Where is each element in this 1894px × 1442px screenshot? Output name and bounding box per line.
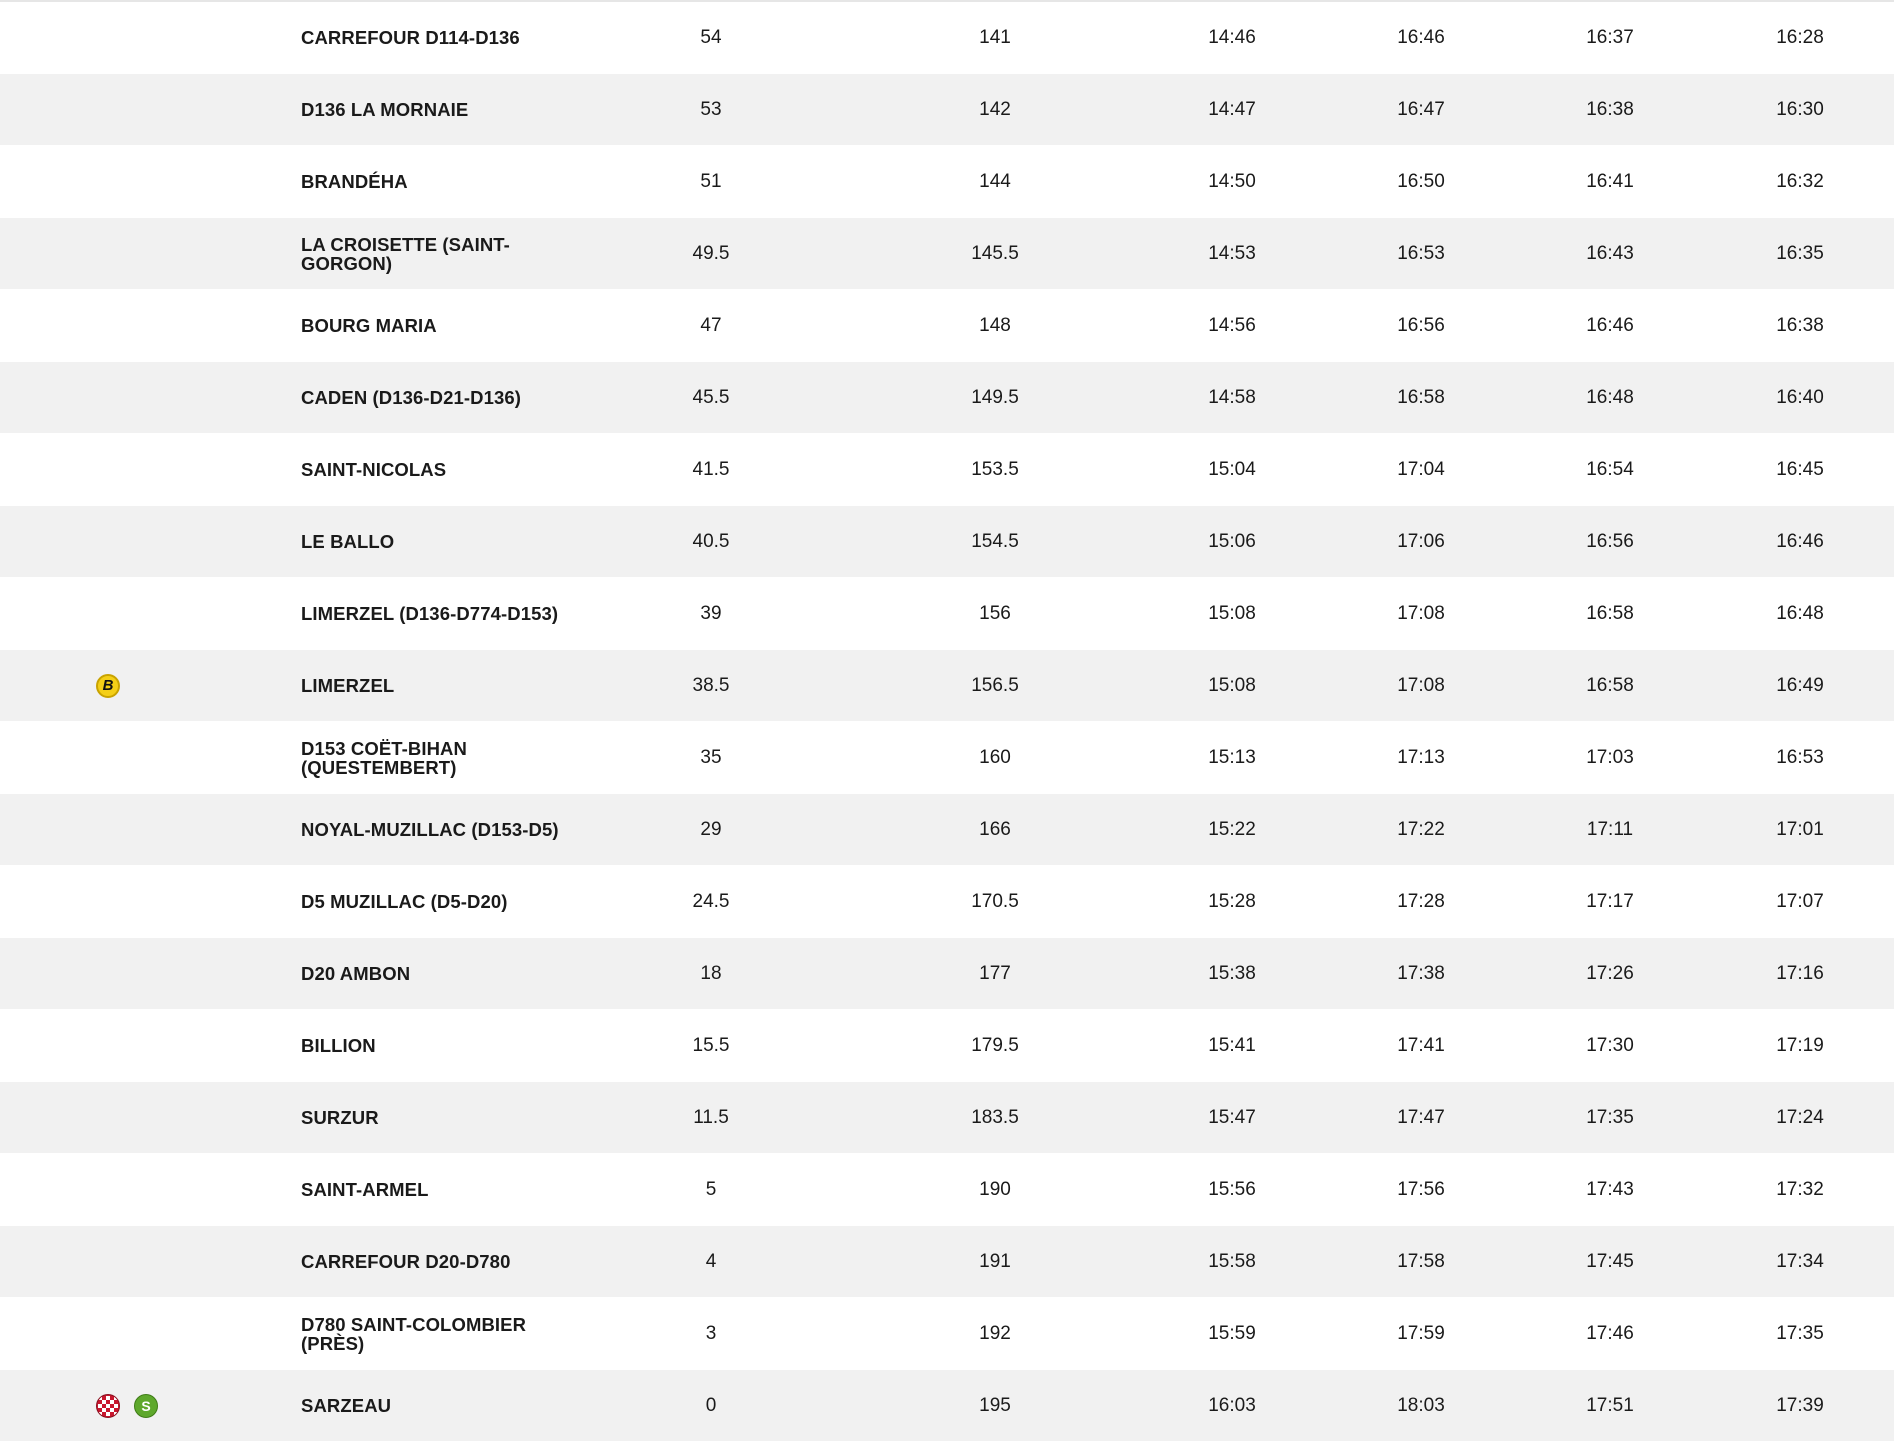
- time-schedule-3: 17:11: [1586, 818, 1634, 840]
- time-schedule-2: 16:47: [1397, 98, 1445, 120]
- time-schedule-4: 16:38: [1776, 314, 1824, 336]
- stage-name: NOYAL-MUZILLAC (D153-D5): [301, 819, 559, 840]
- km-to-go: 18: [700, 962, 722, 984]
- table-row: [0, 1010, 1894, 1082]
- stage-name: SAINT-ARMEL: [301, 1179, 429, 1200]
- time-schedule-1: 15:08: [1208, 674, 1256, 696]
- km-to-go: 35: [700, 746, 722, 768]
- km-done: 145.5: [971, 242, 1019, 264]
- km-to-go: 3: [705, 1322, 717, 1344]
- row-icons: [96, 722, 296, 793]
- km-to-go: 45.5: [692, 386, 730, 408]
- km-to-go: 53: [700, 98, 722, 120]
- km-done: 141: [979, 26, 1011, 48]
- row-icons: [96, 650, 296, 721]
- row-icons: [96, 866, 296, 937]
- time-schedule-1: 15:08: [1208, 602, 1256, 624]
- km-done: 192: [979, 1322, 1011, 1344]
- time-schedule-2: 16:53: [1397, 242, 1445, 264]
- time-schedule-1: 15:41: [1208, 1034, 1256, 1056]
- time-schedule-4: 17:39: [1776, 1394, 1824, 1416]
- time-schedule-2: 18:03: [1397, 1394, 1445, 1416]
- time-schedule-1: 15:06: [1208, 530, 1256, 552]
- stage-name: SURZUR: [301, 1107, 379, 1128]
- km-to-go: 39: [700, 602, 722, 624]
- km-to-go: 51: [700, 170, 722, 192]
- stage-name: CARREFOUR D20-D780: [301, 1251, 511, 1272]
- row-icons: [96, 1298, 296, 1369]
- time-schedule-4: 16:32: [1776, 170, 1824, 192]
- km-to-go: 11.5: [693, 1106, 729, 1128]
- time-schedule-2: 17:08: [1397, 602, 1445, 624]
- km-done: 191: [979, 1250, 1011, 1272]
- time-schedule-4: 17:35: [1776, 1322, 1824, 1344]
- km-done: 183.5: [971, 1106, 1019, 1128]
- time-schedule-4: 17:16: [1776, 962, 1824, 984]
- stage-name: LA CROISETTE (SAINT-GORGON): [301, 233, 510, 274]
- table-row: [0, 290, 1894, 362]
- table-row: [0, 218, 1894, 290]
- time-schedule-3: 16:43: [1586, 242, 1634, 264]
- stage-name: CARREFOUR D114-D136: [301, 27, 520, 48]
- km-to-go: 15.5: [692, 1034, 730, 1056]
- time-schedule-4: 17:32: [1776, 1178, 1824, 1200]
- km-done: 179.5: [971, 1034, 1019, 1056]
- table-row: [0, 578, 1894, 650]
- row-icons: [96, 578, 296, 649]
- stage-name: BILLION: [301, 1035, 376, 1056]
- km-to-go: 4: [705, 1250, 717, 1272]
- time-schedule-4: 16:46: [1776, 530, 1824, 552]
- km-done: 190: [979, 1178, 1011, 1200]
- time-schedule-3: 17:26: [1586, 962, 1634, 984]
- time-schedule-3: 16:48: [1586, 386, 1634, 408]
- time-schedule-1: 15:22: [1208, 818, 1256, 840]
- time-schedule-2: 17:58: [1397, 1250, 1445, 1272]
- row-icons: [96, 218, 296, 289]
- time-schedule-1: 14:47: [1208, 98, 1256, 120]
- time-schedule-2: 17:22: [1397, 818, 1445, 840]
- bonus-icon: B: [96, 674, 120, 698]
- time-schedule-1: 15:04: [1208, 458, 1256, 480]
- sprint-icon: S: [134, 1394, 158, 1418]
- table-row: [0, 722, 1894, 794]
- stage-name: SAINT-NICOLAS: [301, 459, 447, 480]
- time-schedule-1: 15:56: [1208, 1178, 1256, 1200]
- time-schedule-3: 17:03: [1586, 746, 1634, 768]
- time-schedule-4: 17:19: [1776, 1034, 1824, 1056]
- time-schedule-3: 16:41: [1586, 170, 1634, 192]
- time-schedule-4: 16:40: [1776, 386, 1824, 408]
- table-row: [0, 362, 1894, 434]
- table-row: [0, 434, 1894, 506]
- time-schedule-3: 17:35: [1586, 1106, 1634, 1128]
- time-schedule-4: 17:01: [1776, 818, 1824, 840]
- km-to-go: 24.5: [692, 890, 730, 912]
- time-schedule-2: 17:38: [1397, 962, 1445, 984]
- km-to-go: 29: [700, 818, 722, 840]
- finish-icon: [96, 1394, 120, 1418]
- table-row: [0, 0, 1894, 74]
- table-row: [0, 1226, 1894, 1298]
- time-schedule-1: 14:56: [1208, 314, 1256, 336]
- km-done: 156: [979, 602, 1011, 624]
- time-schedule-1: 15:38: [1208, 962, 1256, 984]
- stage-name: LIMERZEL: [301, 675, 395, 696]
- table-row: [0, 1082, 1894, 1154]
- time-schedule-4: 16:53: [1776, 746, 1824, 768]
- time-schedule-4: 17:34: [1776, 1250, 1824, 1272]
- row-icons: [96, 1082, 296, 1153]
- km-to-go: 38.5: [692, 674, 730, 696]
- km-done: 144: [979, 170, 1011, 192]
- time-schedule-2: 17:04: [1397, 458, 1445, 480]
- stage-name: D153 COËT-BIHAN (QUESTEMBERT): [301, 737, 467, 778]
- km-done: 154.5: [971, 530, 1019, 552]
- km-done: 160: [979, 746, 1011, 768]
- row-icons: [96, 938, 296, 1009]
- time-schedule-4: 16:35: [1776, 242, 1824, 264]
- time-schedule-1: 15:47: [1208, 1106, 1256, 1128]
- row-icons: [96, 146, 296, 217]
- time-schedule-2: 17:41: [1397, 1034, 1445, 1056]
- table-row: [0, 1298, 1894, 1370]
- km-done: 142: [979, 98, 1011, 120]
- time-schedule-3: 16:58: [1586, 602, 1634, 624]
- row-icons: [96, 2, 296, 73]
- table-row: [0, 866, 1894, 938]
- km-done: 166: [979, 818, 1011, 840]
- km-to-go: 41.5: [692, 458, 730, 480]
- table-row: [0, 794, 1894, 866]
- row-icons: [96, 1010, 296, 1081]
- table-row: [0, 506, 1894, 578]
- time-schedule-1: 15:59: [1208, 1322, 1256, 1344]
- row-icons: [96, 1370, 296, 1441]
- km-done: 156.5: [971, 674, 1019, 696]
- stage-name: D136 LA MORNAIE: [301, 99, 469, 120]
- time-schedule-1: 14:58: [1208, 386, 1256, 408]
- stage-name: LIMERZEL (D136-D774-D153): [301, 603, 559, 624]
- row-icons: [96, 506, 296, 577]
- stage-name: D20 AMBON: [301, 963, 411, 984]
- time-schedule-1: 14:50: [1208, 170, 1256, 192]
- time-schedule-4: 16:49: [1776, 674, 1824, 696]
- km-to-go: 5: [705, 1178, 717, 1200]
- time-schedule-2: 17:28: [1397, 890, 1445, 912]
- time-schedule-2: 16:58: [1397, 386, 1445, 408]
- time-schedule-2: 17:56: [1397, 1178, 1445, 1200]
- stage-name: SARZEAU: [301, 1395, 392, 1416]
- stage-name: D780 SAINT-COLOMBIER (PRÈS): [301, 1313, 527, 1354]
- time-schedule-3: 17:17: [1586, 890, 1634, 912]
- table-row: [0, 74, 1894, 146]
- table-row: [0, 1154, 1894, 1226]
- km-to-go: 0: [705, 1394, 717, 1416]
- time-schedule-3: 17:43: [1586, 1178, 1634, 1200]
- time-schedule-3: 17:30: [1586, 1034, 1634, 1056]
- time-schedule-4: 16:30: [1776, 98, 1824, 120]
- time-schedule-1: 14:46: [1208, 26, 1256, 48]
- time-schedule-3: 16:37: [1586, 26, 1634, 48]
- row-icons: [96, 1226, 296, 1297]
- time-schedule-2: 16:50: [1397, 170, 1445, 192]
- row-icons: [96, 1154, 296, 1225]
- time-schedule-3: 17:51: [1586, 1394, 1634, 1416]
- table-row: [0, 650, 1894, 722]
- time-schedule-4: 16:48: [1776, 602, 1824, 624]
- time-schedule-2: 17:59: [1397, 1322, 1445, 1344]
- time-schedule-3: 16:38: [1586, 98, 1634, 120]
- time-schedule-2: 17:06: [1397, 530, 1445, 552]
- stage-name: D5 MUZILLAC (D5-D20): [301, 891, 508, 912]
- km-done: 153.5: [971, 458, 1019, 480]
- time-schedule-3: 17:46: [1586, 1322, 1634, 1344]
- km-done: 148: [979, 314, 1011, 336]
- time-schedule-4: 17:07: [1776, 890, 1824, 912]
- time-schedule-4: 17:24: [1776, 1106, 1824, 1128]
- time-schedule-3: 16:56: [1586, 530, 1634, 552]
- km-done: 149.5: [971, 386, 1019, 408]
- row-icons: [96, 362, 296, 433]
- time-schedule-2: 17:47: [1397, 1106, 1445, 1128]
- km-to-go: 49.5: [692, 242, 730, 264]
- table-row: [0, 146, 1894, 218]
- time-schedule-1: 15:13: [1208, 746, 1256, 768]
- time-schedule-2: 17:08: [1397, 674, 1445, 696]
- time-schedule-2: 16:56: [1397, 314, 1445, 336]
- table-row: [0, 1370, 1894, 1442]
- time-schedule-3: 16:54: [1586, 458, 1634, 480]
- row-icons: [96, 74, 296, 145]
- time-schedule-2: 17:13: [1397, 746, 1445, 768]
- row-icons: [96, 794, 296, 865]
- time-schedule-2: 16:46: [1397, 26, 1445, 48]
- stage-name: BRANDÉHA: [301, 171, 408, 192]
- time-schedule-3: 17:45: [1586, 1250, 1634, 1272]
- stage-name: BOURG MARIA: [301, 315, 437, 336]
- time-schedule-3: 16:46: [1586, 314, 1634, 336]
- time-schedule-4: 16:28: [1776, 26, 1824, 48]
- row-icons: [96, 290, 296, 361]
- time-schedule-4: 16:45: [1776, 458, 1824, 480]
- km-done: 170.5: [971, 890, 1019, 912]
- table-row: [0, 938, 1894, 1010]
- km-done: 177: [979, 962, 1011, 984]
- stage-name: LE BALLO: [301, 531, 395, 552]
- time-schedule-1: 15:28: [1208, 890, 1256, 912]
- row-icons: [96, 434, 296, 505]
- km-done: 195: [979, 1394, 1011, 1416]
- time-schedule-1: 16:03: [1208, 1394, 1256, 1416]
- time-schedule-1: 15:58: [1208, 1250, 1256, 1272]
- time-schedule-3: 16:58: [1586, 674, 1634, 696]
- km-to-go: 47: [700, 314, 722, 336]
- stage-name: CADEN (D136-D21-D136): [301, 387, 522, 408]
- km-to-go: 40.5: [692, 530, 730, 552]
- time-schedule-1: 14:53: [1208, 242, 1256, 264]
- km-to-go: 54: [700, 26, 722, 48]
